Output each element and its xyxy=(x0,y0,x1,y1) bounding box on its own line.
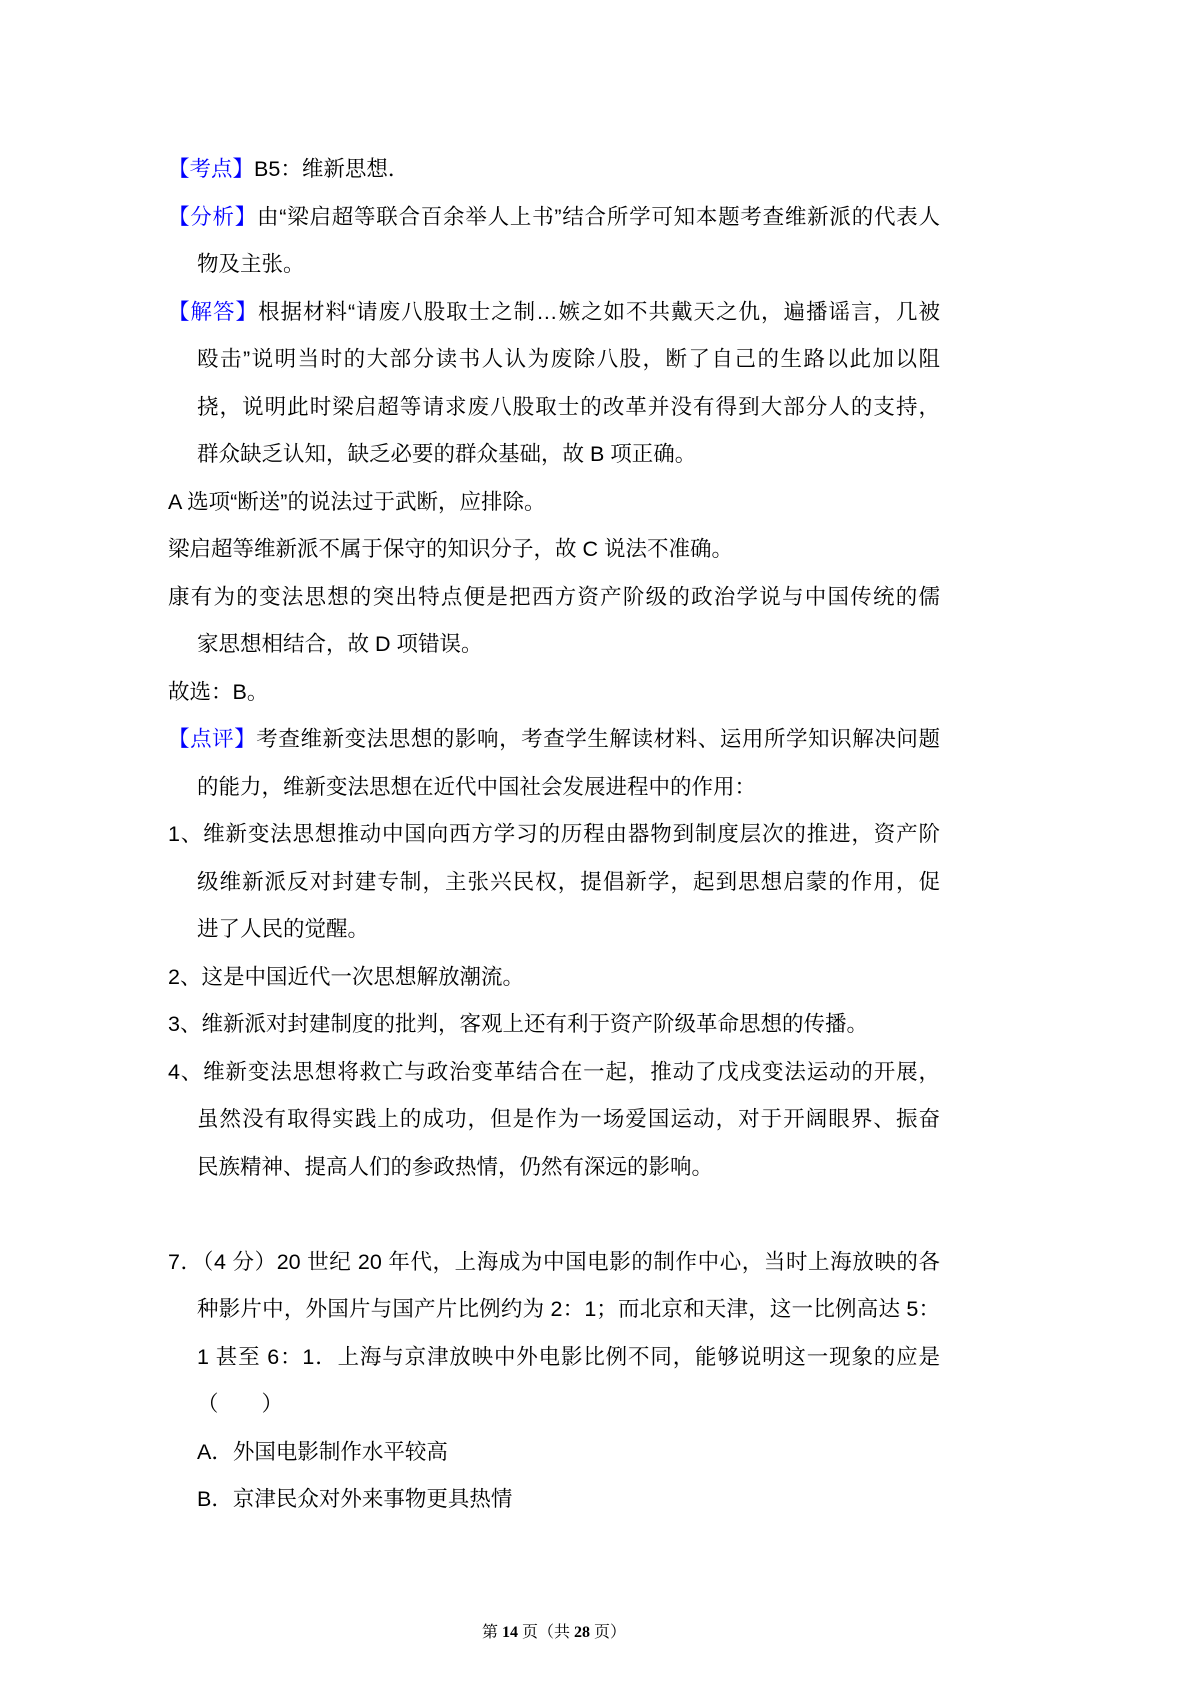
text-line: 级维新派反对封建专制，主张兴民权，提倡新学，起到思想启蒙的作用，促 xyxy=(197,869,940,894)
option-a-note xyxy=(168,479,940,527)
comment-point-1 xyxy=(168,811,940,954)
option-text: 外国电影制作水平较高 xyxy=(232,1439,448,1464)
option-letter: B． xyxy=(197,1487,233,1511)
page-number: 14 xyxy=(501,1624,518,1641)
question-stem-line: 1 甚至 6：1．上海与京津放映中外电影比例不同，能够说明这一现象的应是 xyxy=(197,1344,940,1369)
text-line: 民族精神、提高人们的参政热情，仍然有深远的影响。 xyxy=(197,1154,714,1179)
option-a xyxy=(197,1429,940,1477)
total-pages: 28 xyxy=(574,1624,590,1641)
question-7 xyxy=(168,1239,940,1524)
text-line xyxy=(168,194,940,242)
comment-point-3 xyxy=(168,1001,940,1049)
knowledge-point-paragraph xyxy=(168,146,940,194)
analysis-text: 由“梁启超等联合百余举人上书”结合所学可知本题考查维新派的代表人 xyxy=(257,204,940,229)
knowledge-point-label: 【考点】 xyxy=(168,157,255,181)
text-line: 挠，说明此时梁启超等请求废八股取士的改革并没有得到大部分人的支持， xyxy=(197,394,940,419)
option-b xyxy=(197,1476,940,1524)
text-line: 的能力，维新变法思想在近代中国社会发展进程中的作用： xyxy=(197,774,757,799)
solution-text: 根据材料“请废八股取士之制…嫉之如不共戴天之仇，遍播谣言，几被 xyxy=(257,299,940,324)
text-line: 群众缺乏认知，缺乏必要的群众基础，故 B 项正确。 xyxy=(197,442,697,466)
analysis-paragraph xyxy=(168,194,940,289)
footer-prefix: 第 xyxy=(481,1624,502,1641)
text-line: 物及主张。 xyxy=(197,252,305,276)
question-number: 7． xyxy=(168,1249,203,1274)
text-line: A 选项“断送”的说法过于武断，应排除。 xyxy=(168,489,546,514)
question-stem-line: 种影片中，外国片与国产片比例约为 2：1；而北京和天津，这一比例高达 5： xyxy=(197,1297,940,1321)
question-score: （4 分） xyxy=(202,1249,277,1274)
option-c-note xyxy=(168,526,940,574)
answer-blank: （ ） xyxy=(197,1392,284,1416)
comment-paragraph xyxy=(168,716,940,811)
comment-text: 考查维新变法思想的影响，考查学生解读材料、运用所学知识解决问题 xyxy=(256,727,940,751)
paragraph-gap xyxy=(168,1191,940,1239)
comment-point-2 xyxy=(168,954,940,1002)
text-line: 家思想相结合，故 D 项错误。 xyxy=(197,632,483,656)
comment-label: 【点评】 xyxy=(168,727,257,751)
text-line: 1、维新变法思想推动中国向西方学习的历程由器物到制度层次的推进，资产阶 xyxy=(168,822,940,846)
option-letter: A． xyxy=(197,1439,233,1464)
page-footer xyxy=(168,1620,940,1646)
knowledge-point-text: B5：维新思想． xyxy=(254,157,410,181)
option-d-note xyxy=(168,574,940,669)
text-line: 虽然没有取得实践上的成功，但是作为一场爱国运动，对于开阔眼界、振奋 xyxy=(197,1107,940,1131)
question-stem-text: 20 世纪 20 年代，上海成为中国电影的制作中心，当时上海放映的各 xyxy=(276,1249,940,1274)
text-line: 康有为的变法思想的突出特点便是把西方资产阶级的政治学说与中国传统的儒 xyxy=(168,584,940,609)
text-line xyxy=(168,716,940,764)
footer-suffix: 页） xyxy=(590,1624,627,1641)
text-line: 进了人民的觉醒。 xyxy=(197,917,370,941)
analysis-label: 【分析】 xyxy=(168,204,258,229)
text-line xyxy=(168,289,940,337)
text-line: 梁启超等维新派不属于保守的知识分子，故 C 说法不准确。 xyxy=(168,537,733,561)
solution-label: 【解答】 xyxy=(168,299,258,324)
comment-point-4 xyxy=(168,1049,940,1192)
text-line: 殴击”说明当时的大部分读书人认为废除八股，断了自己的生路以此加以阻 xyxy=(197,347,940,371)
text-line: 4、维新变法思想将救亡与政治变革结合在一起，推动了戊戌变法运动的开展， xyxy=(168,1059,940,1084)
option-text: 京津民众对外来事物更具热情 xyxy=(232,1487,513,1511)
text-line: 3、维新派对封建制度的批判，客观上还有利于资产阶级革命思想的传播。 xyxy=(168,1012,868,1036)
question-stem-line xyxy=(168,1239,940,1287)
solution-paragraph xyxy=(168,289,940,479)
footer-middle: 页（共 xyxy=(517,1624,574,1641)
final-answer: 故选：B。 xyxy=(168,679,269,704)
answer-explanation xyxy=(168,146,940,1524)
text-line xyxy=(168,146,940,194)
text-line: 2、这是中国近代一次思想解放潮流。 xyxy=(168,964,524,989)
